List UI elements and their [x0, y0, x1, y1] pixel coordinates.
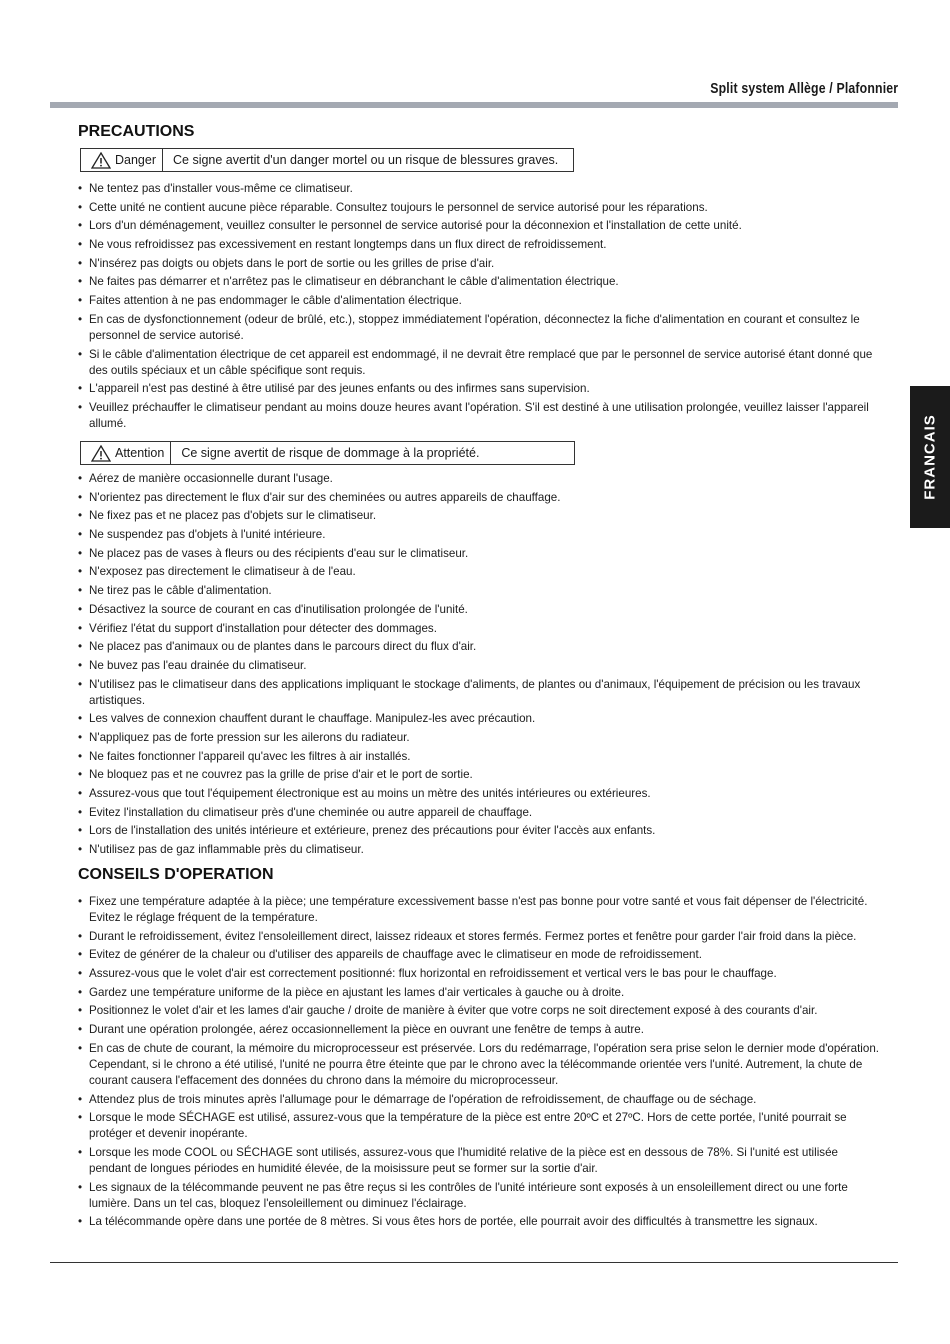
list-item: • Evitez l'installation du climatiseur près d'une cheminée ou autre appareil de chauffage. — [78, 805, 883, 821]
attention-list — [78, 471, 883, 861]
list-item: • Veuillez préchauffer le climatiseur pendant au moins douze heures avant l'opération. S'il est destiné à une utilisation prolongée, veuillez laisser l'appareil allumé. — [78, 400, 883, 432]
list-item: • Lorsque les mode COOL ou SÉCHAGE sont utilisés, assurez-vous que l'humidité relative de la pièce est en dessous de 78%. Si l'unité est utilisée pendant de longues périodes en humidité élevée, de la moisissure peut se former sur la sortie d'air. — [78, 1145, 883, 1177]
list-item: • La télécommande opère dans une portée de 8 mètres. Si vous êtes hors de portée, elle pourrait avoir des difficultés à transmettre les signaux. — [78, 1214, 883, 1230]
precautions-title: PRECAUTIONS — [78, 123, 195, 140]
attention-message: Ce signe avertit de risque de dommage à la propriété. — [181, 446, 480, 460]
list-item: • Ne vous refroidissez pas excessivement en restant longtemps dans un flux direct de refroidissement. — [78, 237, 883, 253]
list-item: • Désactivez la source de courant en cas d'inutilisation prolongée de l'unité. — [78, 602, 883, 618]
list-item: • Faites attention à ne pas endommager le câble d'alimentation électrique. — [78, 293, 883, 309]
list-item: • N'insérez pas doigts ou objets dans le port de sortie ou les grilles de prise d'air. — [78, 256, 883, 272]
list-item: • Ne buvez pas l'eau drainée du climatiseur. — [78, 658, 883, 674]
list-item: • Aérez de manière occasionnelle durant l'usage. — [78, 471, 883, 487]
list-item: • Ne faites fonctionner l'appareil qu'avec les filtres à air installés. — [78, 749, 883, 765]
list-item: • Durant le refroidissement, évitez l'ensoleillement direct, laissez rideaux et stores fermés. Fermez portes et fenêtre pour garder l'air froid dans la pièce. — [78, 929, 883, 945]
warning-triangle-icon — [91, 152, 111, 169]
list-item: • Ne tirez pas le câble d'alimentation. — [78, 583, 883, 599]
list-item: • Ne faites pas démarrer et n'arrêtez pas le climatiseur en débranchant le câble d'alimentation électrique. — [78, 274, 883, 290]
conseils-title: CONSEILS D'OPERATION — [78, 866, 274, 883]
list-item: • Ne suspendez pas d'objets à l'unité intérieure. — [78, 527, 883, 543]
list-item: • Si le câble d'alimentation électrique de cet appareil est endommagé, il ne devrait être remplacé que par le personnel de service autorisé étant donné que des outils spéciaux et un câble spécifique sont requis. — [78, 347, 883, 379]
list-item: • Les signaux de la télécommande peuvent ne pas être reçus si les contrôles de l'unité intérieure sont exposés à un ensoleillement direct ou une forte lumière. Dans un tel cas, bloquez l'ensoleillement ou diminuez l'éclairage. — [78, 1180, 883, 1212]
danger-badge — [81, 149, 163, 171]
list-item: • Cette unité ne contient aucune pièce réparable. Consultez toujours le personnel de service autorisé pour les réparations. — [78, 200, 883, 216]
list-item: • Durant une opération prolongée, aérez occasionnellement la pièce en ouvrant une fenêtre de temps à autre. — [78, 1022, 883, 1038]
list-item: • En cas de dysfonctionnement (odeur de brûlé, etc.), stoppez immédiatement l'opération, déconnectez la fiche d'alimentation en courant et consultez le personnel de service autorisé. — [78, 312, 883, 344]
list-item: • Vérifiez l'état du support d'installation pour détecter des dommages. — [78, 621, 883, 637]
list-item: • Assurez-vous que le volet d'air est correctement positionné: flux horizontal en refroidissement et vertical vers le bas pour le chauffage. — [78, 966, 883, 982]
danger-notice — [80, 148, 574, 172]
list-item: • Attendez plus de trois minutes après l'allumage pour le démarrage de l'opération de refroidissement, de chauffage ou de séchage. — [78, 1092, 883, 1108]
danger-list — [78, 181, 883, 435]
list-item: • N'exposez pas directement le climatiseur à de l'eau. — [78, 564, 883, 580]
list-item: • En cas de chute de courant, la mémoire du microprocesseur est préservée. Lors du redémarrage, l'opération sera prise selon le dernier mode d'opération. Cependant, si le chrono a été utilisé, l'unité ne pourra être éteinte que par le chrono avec la télécommande orientée vers l'unité. Autrement, la chute de courant causera l'effacement des données du chrono dans la mémoire du microprocesseur. — [78, 1041, 883, 1089]
language-tab-label: FRANCAIS — [921, 414, 939, 500]
list-item: • Evitez de générer de la chaleur ou d'utiliser des appareils de chauffage avec le climatiseur en mode de refroidissement. — [78, 947, 883, 963]
danger-message: Ce signe avertit d'un danger mortel ou un risque de blessures graves. — [173, 153, 559, 167]
list-item: • N'utilisez pas le climatiseur dans des applications impliquant le stockage d'aliments, de plantes ou d'animaux, l'équipement de précision ou les travaux artistiques. — [78, 677, 883, 709]
list-item: • Ne placez pas de vases à fleurs ou des récipients d'eau sur le climatiseur. — [78, 546, 883, 562]
header-divider — [50, 102, 898, 108]
list-item: • Lorsque le mode SÉCHAGE est utilisé, assurez-vous que la température de la pièce est entre 20ºC et 27ºC. Hors de cette portée, l'unité pourrait se protéger et devenir inopérante. — [78, 1110, 883, 1142]
list-item: • Assurez-vous que tout l'équipement électronique est au moins un mètre des unités intérieures ou extérieures. — [78, 786, 883, 802]
list-item: • N'orientez pas directement le flux d'air sur des cheminées ou autres appareils de chauffage. — [78, 490, 883, 506]
list-item: • L'appareil n'est pas destiné à être utilisé par des jeunes enfants ou des infirmes sans supervision. — [78, 381, 883, 397]
attention-label: Attention — [115, 446, 165, 460]
danger-label: Danger — [115, 153, 156, 167]
list-item: • Lors de l'installation des unités intérieure et extérieure, prenez des précautions pour éviter l'accès aux enfants. — [78, 823, 883, 839]
list-item: • N'utilisez pas de gaz inflammable près du climatiseur. — [78, 842, 883, 858]
list-item: • Ne fixez pas et ne placez pas d'objets sur le climatiseur. — [78, 508, 883, 524]
attention-badge — [81, 442, 171, 464]
footer-divider — [50, 1262, 898, 1263]
attention-notice — [80, 441, 575, 465]
list-item: • Les valves de connexion chauffent durant le chauffage. Manipulez-les avec précaution. — [78, 711, 883, 727]
list-item: • Fixez une température adaptée à la pièce; une température excessivement basse n'est pas bonne pour votre santé et vous fait dépenser de l'électricité. Evitez le réglage fréquent de la température. — [78, 894, 883, 926]
list-item: • N'appliquez pas de forte pression sur les ailerons du radiateur. — [78, 730, 883, 746]
language-tab — [910, 386, 950, 528]
list-item: • Lors d'un déménagement, veuillez consulter le personnel de service autorisé pour la déconnexion et l'installation de cette unité. — [78, 218, 883, 234]
list-item: • Ne bloquez pas et ne couvrez pas la grille de prise d'air et le port de sortie. — [78, 767, 883, 783]
list-item: • Ne placez pas d'animaux ou de plantes dans le parcours direct du flux d'air. — [78, 639, 883, 655]
conseils-list — [78, 894, 883, 1233]
page-header-title: Split system Allège / Plafonnier — [710, 80, 898, 97]
list-item: • Gardez une température uniforme de la pièce en ajustant les lames d'air verticales à gauche ou à droite. — [78, 985, 883, 1001]
list-item: • Ne tentez pas d'installer vous-même ce climatiseur. — [78, 181, 883, 197]
warning-triangle-icon — [91, 445, 111, 462]
list-item: • Positionnez le volet d'air et les lames d'air gauche / droite de manière à éviter que votre corps ne soit directement exposé à des courants d'air. — [78, 1003, 883, 1019]
